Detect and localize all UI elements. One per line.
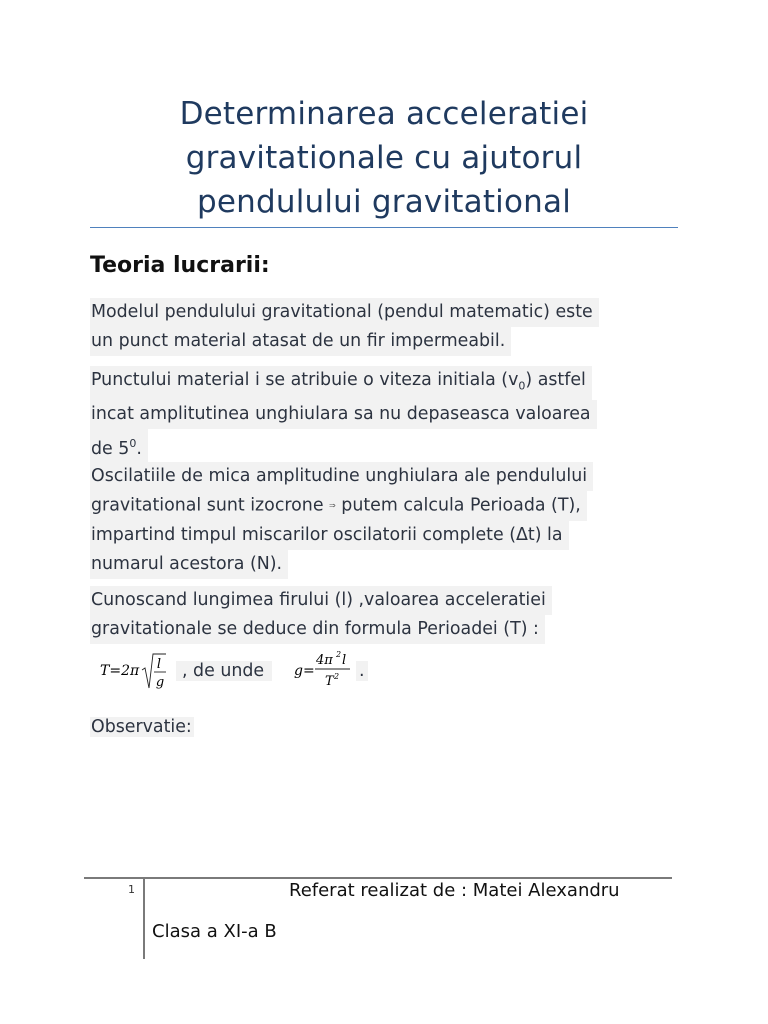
observatie-label: Observatie: [91, 717, 192, 737]
paragraph-line: Modelul pendulului gravitational (pendul matematic) este [90, 298, 599, 327]
paragraph-initial-speed [90, 366, 690, 464]
footer-author: Referat realizat de : Matei Alexandru [289, 880, 620, 901]
title-line-1: Determinarea acceleratiei [179, 96, 589, 132]
svg-text:2: 2 [336, 650, 342, 659]
footer-vertical-rule [143, 877, 145, 959]
paragraph-line: incat amplitutinea unghiulara sa nu depaseasca valoarea [90, 400, 597, 429]
page-number: 1 [128, 883, 135, 896]
paragraph-line: gravitational sunt izocrone ⇒ putem calcula Perioada (T), [90, 491, 587, 521]
paragraph-line: Punctului material i se atribuie o viteza initiala $(v_0)$ astfel [90, 366, 592, 400]
paragraph-line: Oscilatiile de mica amplitudine unghiulara ale pendulului [90, 462, 593, 491]
paragraph-line: un punct material atasat de un fir impermeabil. [90, 327, 511, 356]
paragraph-line: gravitationale se deduce din formula Perioadei (T) : [90, 615, 545, 644]
paragraph-oscillations [90, 462, 690, 579]
svg-text:2: 2 [334, 672, 340, 681]
paragraph-formula-intro [90, 586, 690, 644]
paragraph-line: impartind timpul miscarilor oscilatorii complete (Δt) la [90, 521, 569, 550]
svg-text:T=2π: T=2π [100, 663, 140, 679]
svg-text:4π: 4π [316, 653, 333, 668]
paragraph-line: de $5^0$. [90, 429, 148, 464]
paragraph-line: numarul acestora (N). [90, 550, 288, 579]
svg-text:l: l [156, 657, 162, 672]
title-line-3: pendulului gravitational [196, 184, 572, 220]
formula-row [90, 648, 690, 692]
implies-symbol: ⇒ [329, 501, 336, 510]
de-unde-text: , de unde [176, 661, 272, 681]
paragraph-line: Cunoscand lungimea firului (l) ,valoarea acceleratiei [90, 586, 552, 615]
period-formula [100, 648, 170, 692]
formula-end-dot: . [356, 661, 368, 681]
svg-text:g: g [155, 675, 165, 690]
document-title [90, 92, 678, 224]
title-line-2: gravitationale cu ajutorul [185, 140, 583, 176]
svg-text:T: T [325, 674, 334, 689]
section-heading: Teoria lucrarii: [90, 253, 270, 278]
gravity-formula [292, 648, 356, 692]
title-underline [90, 227, 678, 228]
footer-horizontal-rule [84, 877, 672, 879]
paragraph-model [90, 298, 690, 356]
svg-text:g=: g= [294, 663, 315, 679]
svg-text:l: l [342, 653, 347, 668]
footer-class: Clasa a XI-a B [152, 921, 277, 942]
